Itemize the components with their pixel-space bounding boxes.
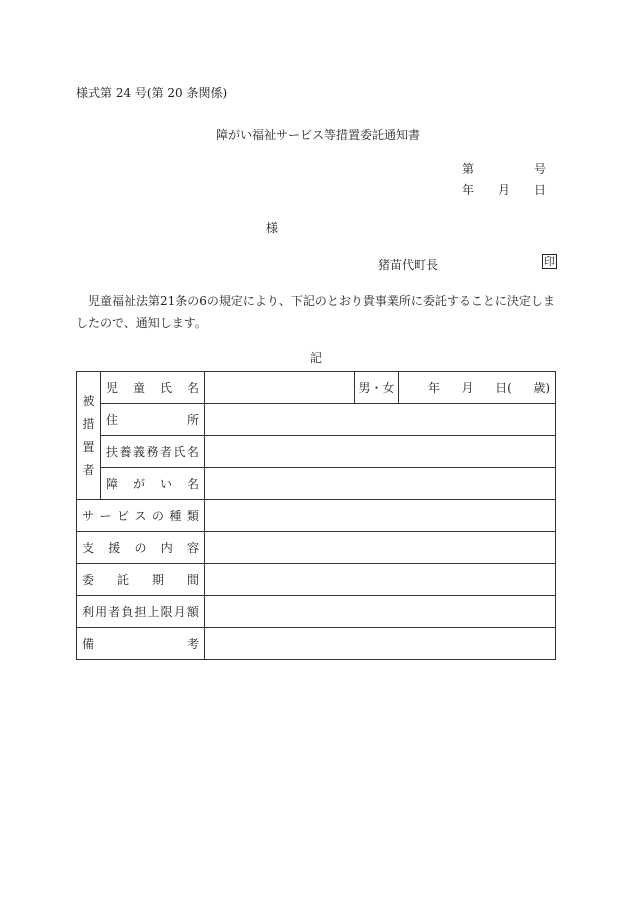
subject-side-label: 被 措 置 者	[77, 372, 101, 500]
issuer-name: 猪苗代町長	[378, 258, 439, 272]
doc-number-suffix: 号	[534, 162, 547, 176]
label-char: 務	[146, 445, 159, 459]
label-char: 上	[147, 605, 160, 619]
label-char: 支	[82, 541, 95, 555]
table-row	[77, 500, 556, 532]
guardian-name-label	[101, 436, 205, 468]
label-char: 内	[160, 541, 173, 555]
table-row	[77, 468, 556, 500]
label-char: 童	[132, 381, 145, 395]
label-char: 者	[159, 445, 172, 459]
label-char: 義	[132, 445, 145, 459]
label-char: 託	[116, 573, 129, 587]
label-char: 名	[186, 381, 199, 395]
form-number: 様式第 24 号(第 20 条関係)	[76, 86, 228, 100]
label-char: 年	[428, 381, 441, 395]
label-char: 額	[186, 605, 199, 619]
doc-number-label: 第	[462, 162, 475, 176]
monthly-limit-label	[77, 596, 205, 628]
table-row	[77, 436, 556, 468]
label-char: い	[159, 477, 172, 491]
child-name-label	[101, 372, 205, 404]
label-char: 月	[173, 605, 186, 619]
date-day-label: 日	[534, 183, 547, 197]
label-char: 氏	[173, 445, 186, 459]
addressee-honorific: 様	[266, 221, 279, 235]
label-char: 考	[186, 637, 199, 651]
table-row	[77, 564, 556, 596]
label-char: 氏	[159, 381, 172, 395]
address-label	[101, 404, 205, 436]
table-row	[77, 532, 556, 564]
label-char: 用	[95, 605, 108, 619]
details-table	[76, 371, 556, 660]
table-row	[77, 372, 556, 404]
label-char: 者	[108, 605, 121, 619]
disability-field[interactable]	[205, 468, 556, 500]
disability-label	[101, 468, 205, 500]
label-char: 月	[461, 381, 474, 395]
label-char: 日(	[495, 381, 512, 395]
remarks-field[interactable]	[205, 628, 556, 660]
service-type-label	[77, 500, 205, 532]
label-char: 種	[169, 509, 182, 523]
label-char: 類	[186, 509, 199, 523]
document-title: 障がい福祉サービス等措置委託通知書	[216, 128, 421, 142]
label-char: 障	[106, 477, 119, 491]
label-char: 名	[186, 477, 199, 491]
label-char: ビ	[116, 509, 129, 523]
label-char: サ	[82, 509, 95, 523]
label-char: 限	[160, 605, 173, 619]
date-year-label: 年	[462, 183, 475, 197]
seal-stamp-box: 印	[544, 255, 555, 268]
label-char: 所	[186, 413, 199, 427]
support-content-field[interactable]	[205, 532, 556, 564]
date-month-label: 月	[498, 183, 511, 197]
label-char: が	[132, 477, 145, 491]
birthdate-field[interactable]	[399, 372, 556, 404]
period-field[interactable]	[205, 564, 556, 596]
label-char: 養	[119, 445, 132, 459]
label-char: 間	[186, 573, 199, 587]
child-name-field[interactable]	[205, 372, 355, 404]
gender-field[interactable]: 男・女	[355, 372, 399, 404]
label-char: 歳)	[533, 381, 550, 395]
support-content-label	[77, 532, 205, 564]
guardian-name-field[interactable]	[205, 436, 556, 468]
label-char: 名	[186, 445, 199, 459]
label-char: 援	[108, 541, 121, 555]
table-row	[77, 596, 556, 628]
notice-body-text: 児童福祉法第21条の6の規定により、下記のとおり貴事業所に委託することに決定しましたので、通知します。	[76, 294, 555, 330]
label-char: 児	[106, 381, 119, 395]
label-char: 容	[186, 541, 199, 555]
label-char: 負	[121, 605, 134, 619]
notice-body	[76, 290, 560, 334]
label-char: ー	[99, 509, 112, 523]
service-type-field[interactable]	[205, 500, 556, 532]
label-char: 担	[134, 605, 147, 619]
period-label	[77, 564, 205, 596]
table-row	[77, 404, 556, 436]
address-field[interactable]	[205, 404, 556, 436]
label-char: 利	[82, 605, 95, 619]
remarks-label	[77, 628, 205, 660]
table-row	[77, 628, 556, 660]
label-char: 期	[151, 573, 164, 587]
label-char: 住	[106, 413, 119, 427]
label-char: の	[134, 541, 147, 555]
ki-heading: 記	[310, 351, 323, 365]
label-char: 扶	[106, 445, 119, 459]
label-char: ス	[134, 509, 147, 523]
label-char: の	[151, 509, 164, 523]
label-char: 委	[82, 573, 95, 587]
label-char: 備	[82, 637, 95, 651]
monthly-limit-field[interactable]	[205, 596, 556, 628]
